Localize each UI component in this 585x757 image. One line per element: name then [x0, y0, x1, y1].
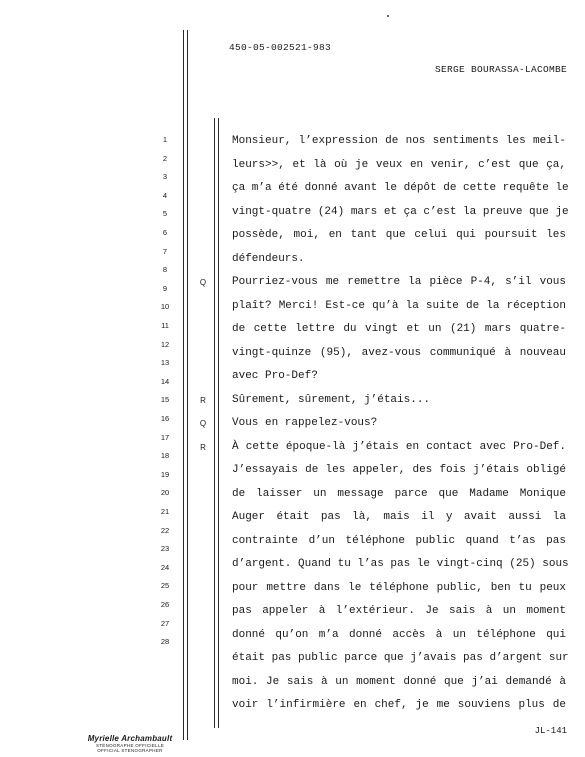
transcript-line: vingt-quinze (95), avez-vous communiqué à nouveau: [232, 346, 566, 359]
transcript-line: d’argent. Quand tu l’as pas le vingt-cinq (25) sous: [232, 558, 569, 570]
transcript-line: possède, moi, en tant que celui qui poursuit les: [232, 229, 566, 241]
line-number: 23: [160, 544, 170, 554]
speaker-marker: Q: [199, 419, 207, 428]
line-number: 1: [162, 135, 168, 144]
line-number: 25: [160, 581, 170, 591]
transcript-line: ça m’a été donné avant le dépôt de cette requête le: [232, 182, 569, 194]
transcript-line: voir l’infirmière en chef, je me souviens plus de: [232, 699, 566, 711]
line-number: 13: [160, 358, 170, 368]
speck: [387, 15, 389, 17]
witness-name: SERGE BOURASSA-LACOMBE: [434, 64, 567, 75]
transcript-line: Vous en rappelez-vous?: [232, 417, 378, 429]
transcript-line: vingt-quatre (24) mars et ça c’est la preuve que je: [232, 205, 569, 218]
transcript-line: contrainte d’un téléphone public quand t’as pas: [232, 534, 566, 547]
margin-rule: [218, 118, 219, 728]
transcript-line: Auger était pas là, mais il y avait aussi la: [232, 511, 566, 523]
line-number: 26: [160, 600, 170, 609]
line-number: 22: [160, 525, 170, 535]
line-number: 8: [162, 265, 168, 275]
speaker-marker: R: [200, 442, 206, 452]
stenographer-title-en: OFFICIAL STENOGRAPHER: [97, 748, 163, 753]
line-number: 17: [160, 432, 170, 442]
line-number: 20: [160, 488, 170, 498]
line-number: 19: [160, 469, 170, 479]
transcript-line: À cette époque-là j’étais en contact avec Pro-Def.: [232, 440, 566, 453]
line-number: 3: [162, 172, 168, 182]
transcript-line: de laisser un message parce que Madame Monique: [232, 487, 566, 500]
transcript-line: de cette lettre du vingt et un (21) mars quatre-: [232, 323, 566, 335]
margin-rule: [183, 30, 184, 740]
transcript-line: plaît? Merci! Est-ce qu’à la suite de la réception: [232, 299, 566, 312]
line-number: 11: [161, 321, 169, 330]
transcript-line: pas appeler à l’extérieur. Je sais à un moment: [232, 605, 566, 617]
transcript-line: moi. Je sais à un moment donné que j’ai demandé à: [232, 675, 566, 688]
line-number: 21: [160, 507, 170, 516]
case-number: 450-05-002521-983: [229, 42, 332, 53]
margin-rule: [214, 118, 215, 728]
stenographer-stamp: [80, 734, 180, 753]
line-number: 24: [160, 562, 170, 572]
transcript-line: Monsieur, l’expression de nos sentiments les meil-: [232, 135, 566, 147]
line-number: 27: [160, 618, 170, 628]
line-number: 16: [160, 414, 170, 423]
transcript-line: Sûrement, sûrement, j’étais...: [232, 393, 431, 406]
transcript-line: pour mettre dans le téléphone public, ben tu peux: [232, 581, 566, 594]
transcript-line: défendeurs.: [232, 252, 305, 265]
speaker-marker: R: [200, 395, 206, 405]
page-id: JL-141: [534, 726, 567, 736]
transcript-line: Pourriez-vous me remettre la pièce P-4, s’il vous: [232, 276, 566, 288]
transcript-line: leurs>>, et là où je veux en venir, c’est que ça,: [232, 158, 566, 171]
line-number: 12: [160, 339, 170, 349]
line-number: 7: [162, 246, 168, 256]
transcript-line: était pas public parce que j’avais pas d’argent sur: [232, 652, 569, 664]
stenographer-name: Myrielle Archambault: [87, 734, 173, 743]
line-number: 9: [162, 283, 168, 293]
transcript-line: donné qu’on m’a donné accès à un téléphone qui: [232, 628, 566, 641]
line-number: 4: [162, 190, 168, 200]
line-number: 10: [160, 302, 170, 312]
transcript-line: avec Pro-Def?: [232, 370, 318, 382]
transcript-line: J’essayais de les appeler, des fois j’étais obligé: [232, 464, 566, 476]
line-number: 15: [160, 395, 170, 405]
margin-rule: [187, 30, 188, 740]
speaker-marker: Q: [199, 278, 207, 287]
line-number: 14: [160, 376, 170, 386]
line-number: 5: [162, 209, 168, 219]
line-number: 2: [162, 153, 168, 163]
stenographer-title-fr: STÉNOGRAPHE OFFICIELLE: [95, 743, 165, 748]
line-number: 18: [160, 451, 170, 461]
line-number: 28: [160, 637, 170, 647]
line-number: 6: [162, 228, 168, 237]
